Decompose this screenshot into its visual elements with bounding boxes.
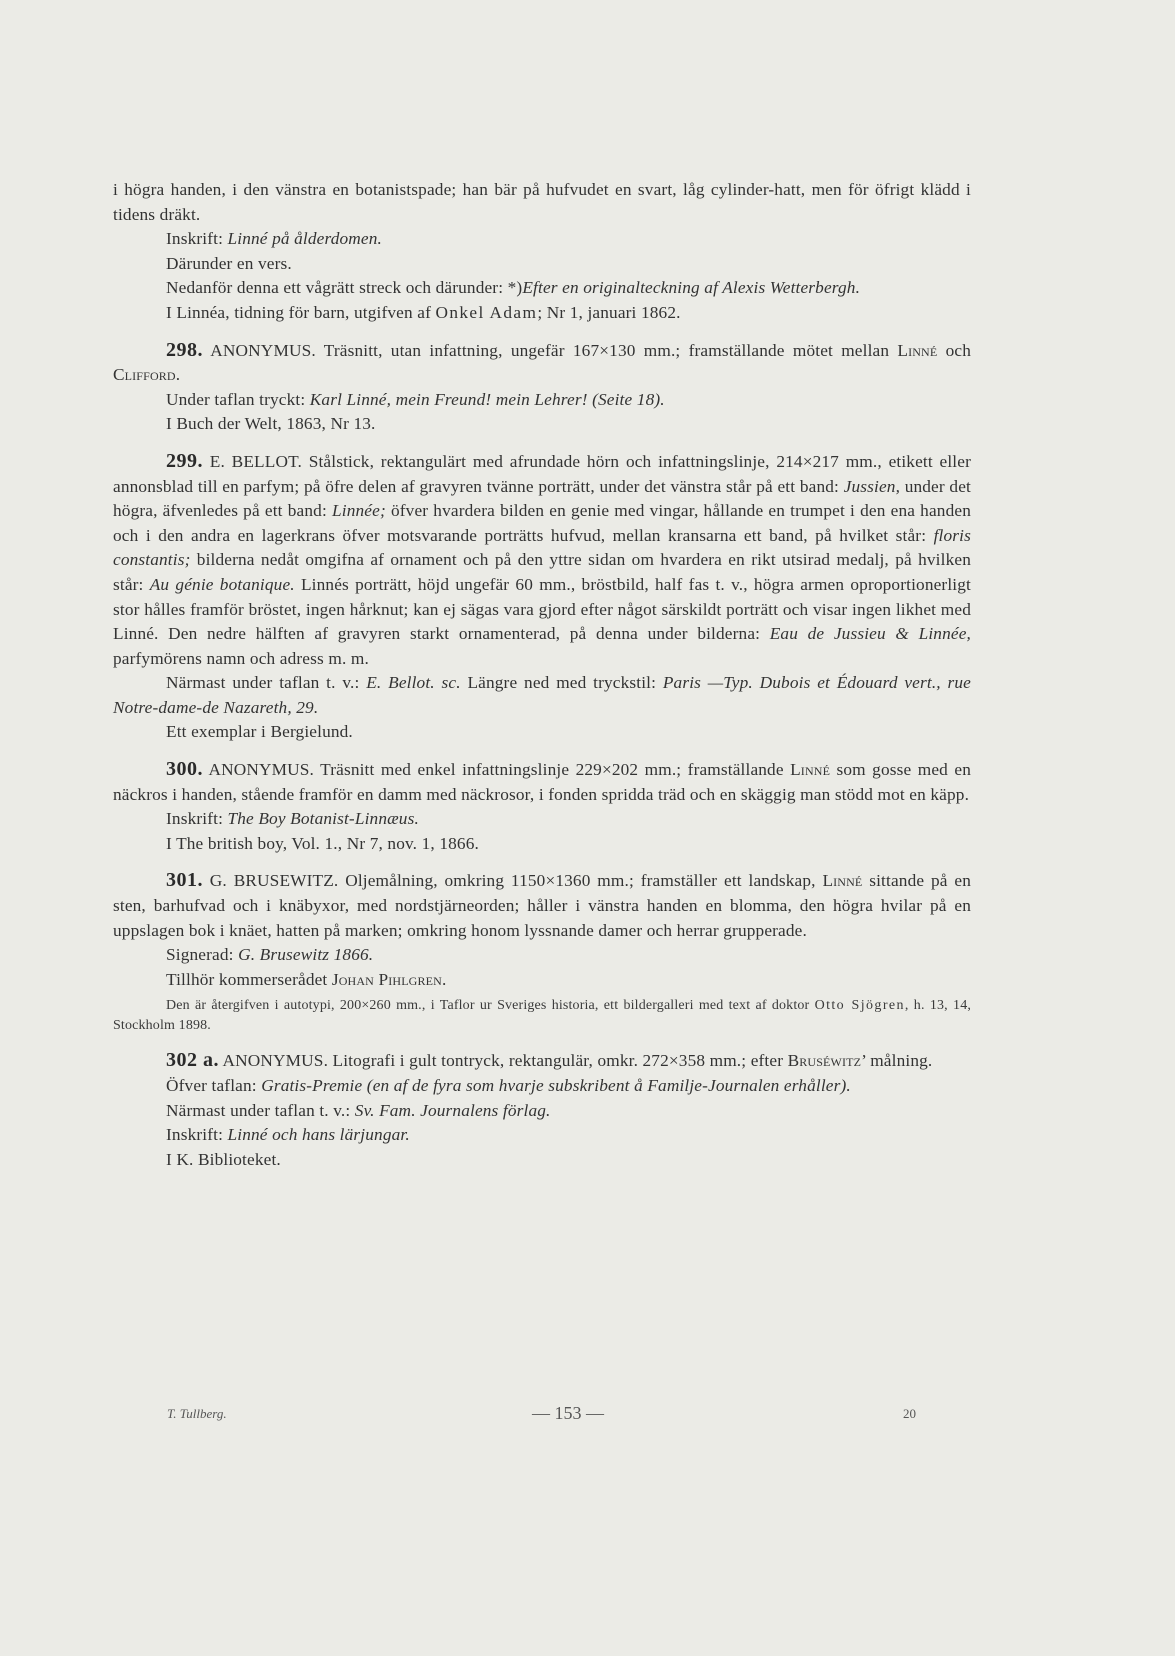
entry-number: 301. xyxy=(166,869,203,892)
entry-301: 301. G. BRUSEWITZ. Oljemålning, omkring 1150×1360 mm.; framställer ett landskap, Linné sittande på en sten, barhufvad och i knäbyxor, med nordstjärneorden; håller i vänstra handen en blomma, den högra hvilar på en uppslagen bok i knäet, hatten på marken; omkring honom lyssnande damer och herrar grupperade. xyxy=(113,869,972,940)
entry-299-source: Ett exemplar i Bergielund. xyxy=(166,722,353,742)
entry-301-note: Den är återgifven i autotypi, 200×260 mm., i Taflor ur Sveriges historia, ett bildergalleri med text af doktor Otto Sjögren, h. 13, 14, Stockholm 1898. xyxy=(113,998,971,1034)
entry-299-caption: Närmast under taflan t. v.: E. Bellot. sc. Längre ned med tryckstil: Paris —Typ. Dubois et Édouard vert., rue Notre-dame-de Nazareth, 29. xyxy=(113,673,972,717)
entry-299: 299. E. BELLOT. Stålstick, rektangulärt med afrundade hörn och infattningslinje, 214×217 mm., etikett eller annonsblad till en parfym; på öfre delen af gravyren tvänne porträtt, under det vänstra står på ett band: Jussien, under det högra, äfvenledes på ett band: Linnée; öfver hvardera bilden en genie med vingar, hållande en trumpet i den ena handen och i den andra en lagerkrans öfver motsvarande porträtts hufvud, mellan kransarna ett band, på hvilket står: floris constantis; bilderna nedåt omgifna af ornament och på den yttre sidan om hvardera en rikt utsirad medalj, på hvilken står: Au génie botanique. Linnés porträtt, höjd ungefär 60 mm., bröstbild, half fas t. v., högra armen oproportionerligt stor hålles framför bröstet, ingen hårknut; kan ej sägas vara gjord efter något särskildt porträtt och visar ingen likhet med Linné. Den nedre hälften af gravyren starkt ornamenterad, på denna under bilderna: Eau de Jussieu & Linnée, parfymörens namn och adress m. m. xyxy=(113,449,971,668)
entry-302a-publisher: Närmast under taflan t. v.: Sv. Fam. Journalens förlag. xyxy=(166,1100,551,1120)
entry-301-owner: Tillhör kommerserådet Johan Pihlgren. xyxy=(166,969,447,989)
sheet-number: 20 xyxy=(903,1406,916,1421)
entry-302a-caption: Öfver taflan: Gratis-Premie (en af de fyra som hvarje subskribent å Familje-Journalen erhåller). xyxy=(166,1076,851,1095)
entry-number: 298. xyxy=(166,338,203,361)
entry-302a: 302 a. ANONYMUS. Litografi i gult tontryck, rektangulär, omkr. 272×358 mm.; efter Bruséwitz’ målning. xyxy=(166,1049,933,1072)
entry-300-inscription: Inskrift: The Boy Botanist-Linnæus. xyxy=(166,809,419,829)
entry-301-signature: Signerad: G. Brusewitz 1866. xyxy=(166,945,374,965)
entry-number: 302 a. xyxy=(166,1049,219,1072)
entry-300-source: I The british boy, Vol. 1., Nr 7, nov. 1, 1866. xyxy=(166,833,479,853)
page-body xyxy=(113,178,971,1172)
entry-298-caption: Under taflan tryckt: Karl Linné, mein Freund! mein Lehrer! (Seite 18). xyxy=(166,389,665,409)
entry-298: 298. ANONYMUS. Träsnitt, utan infattning, ungefär 167×130 mm.; framställande mötet mellan Linné och Clifford. xyxy=(113,338,972,385)
verse-line: Därunder en vers. xyxy=(166,253,292,273)
source-line: I Linnéa, tidning för barn, utgifven af Onkel Adam; Nr 1, januari 1862. xyxy=(166,302,681,322)
entry-number: 299. xyxy=(166,449,203,472)
continued-paragraph: i högra handen, i den vänstra en botanistspade; han bär på hufvudet en svart, låg cylinder-hatt, men för öfrigt klädd i tidens dräkt. xyxy=(113,180,971,224)
printer-signature: T. Tullberg. xyxy=(167,1406,227,1421)
entry-302a-inscription: Inskrift: Linné och hans lärjungar. xyxy=(166,1125,410,1145)
note-line: Nedanför denna ett vågrätt streck och därunder: *)Efter en originalteckning af Alexis Wetterbergh. xyxy=(166,278,861,298)
inscription-line: Inskrift: Linné på ålderdomen. xyxy=(166,229,383,249)
page-number: — 153 — xyxy=(532,1403,604,1423)
entry-300: 300. ANONYMUS. Träsnitt med enkel infattningslinje 229×202 mm.; framställande Linné som gosse med en näckros i handen, stående framför en damm med näckrosor, i fonden spridda träd och en skäggig man stödd mot en käpp. xyxy=(113,758,971,804)
page-footer xyxy=(113,1403,923,1427)
entry-number: 300. xyxy=(166,758,203,781)
entry-302a-source: I K. Biblioteket. xyxy=(166,1149,281,1169)
entry-298-source: I Buch der Welt, 1863, Nr 13. xyxy=(166,414,376,434)
